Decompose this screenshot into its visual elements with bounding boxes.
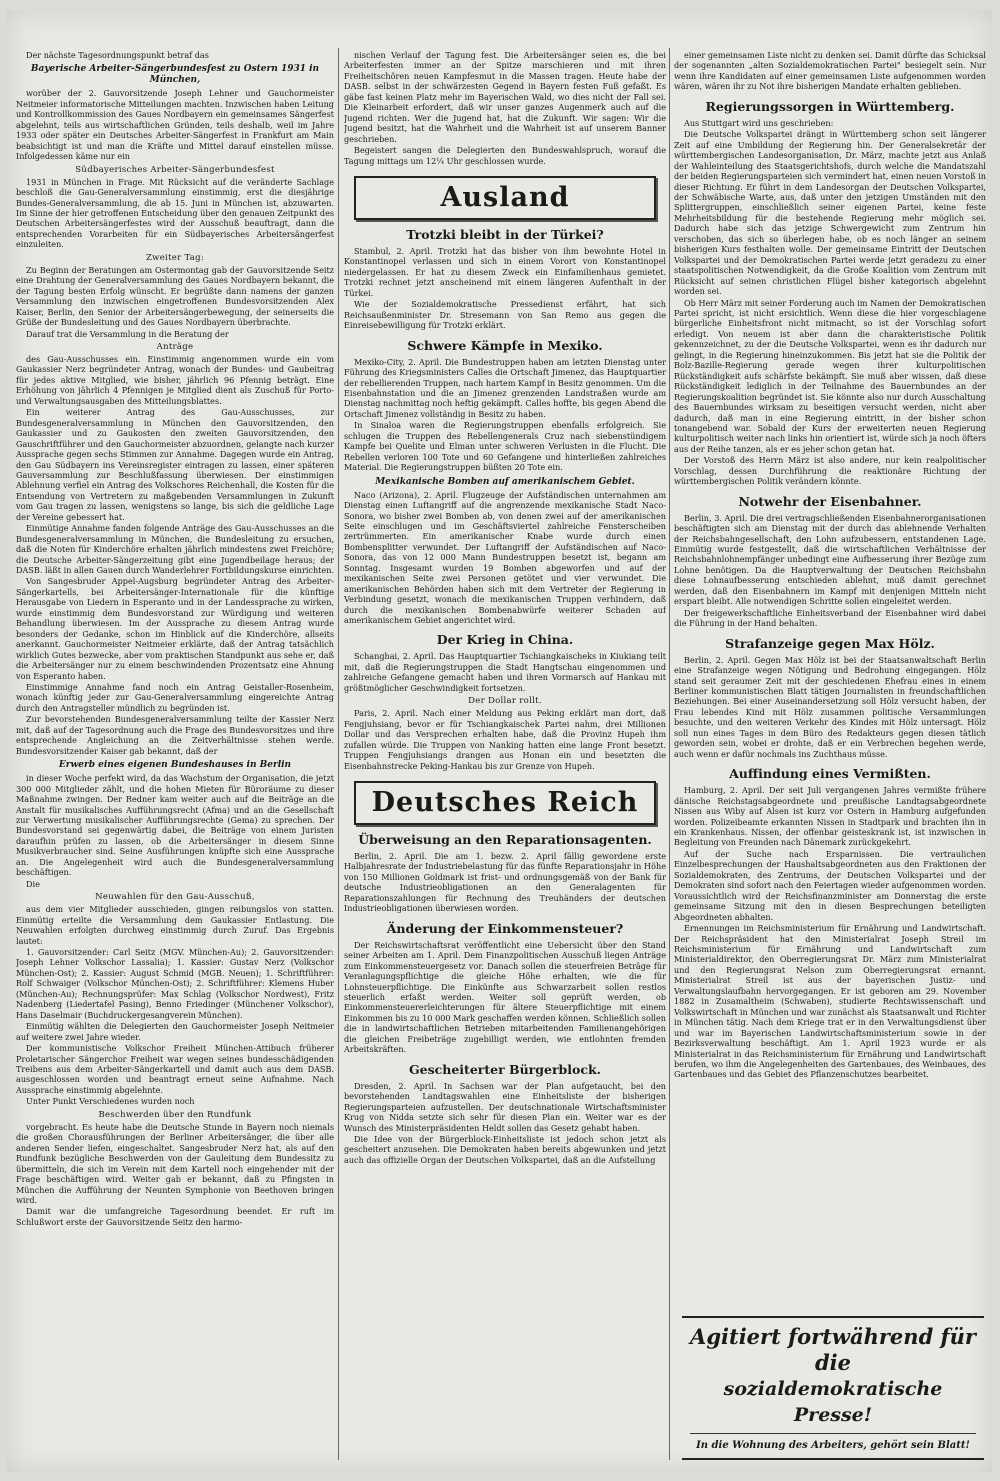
- article-headline: Überweisung an den Reparationsagenten.: [358, 832, 652, 848]
- paragraph: Die Deutsche Volkspartei drängt in Württemberg schon seit längerer Zeit auf eine Umbildung der Regierung hin. Der Generalsekretär der württembergischen Landesorganisation, Dr. März, machte jetzt aus Anlaß der Wahleinteilung des Staatsgerichtshofs, durch welche die Mandatszahl der beiden Regierungsparteien sich vermindert hat, einen neuen Vorstoß in dieser Richtung. Er führt in dem Landesorgan der Deutschen Volkspartei, der Schwäbische Warte, aus, daß unter den jetzigen Umständen mit den Splittergruppen, einschließlich seiner eigenen Partei, keine feste Mehrheitsbildung für die bestehende Regierung mehr möglich sei. Dadurch habe sich das jetzige Schwergewicht zum Zentrum hin verschoben, das sich so überlegen habe, ob es noch länger an seinem bisherigen Kurs festhalten wolle. Der gemeinsame Eintritt der Deutschen Volkspartei und der Demokratischen Partei werde jetzt geradezu zu einer staatspolitischen Notwendigkeit, da die Große Koalition vom Zentrum mit Rücksicht auf seinen christlichen Flügel bisher kategorisch abgelehnt worden sei.: [674, 129, 986, 297]
- paragraph: Zu Beginn der Beratungen am Ostermontag gab der Gauvorsitzende Seitz eine Drahtung der Generalversammlung des Gaues Nordbayern bekannt, die der Tagung besten Erfolg wünscht. Er begrüßte dann namens der ganzen Versammlung den inzwischen eingetroffenen Bundesvorsitzenden Alex Kaiser, Berlin, den Senior der Arbeitersängerbewegung, der seinerseits die Grüße der Bundesleitung und des Gaues Nordbayern überbrachte.: [16, 264, 334, 328]
- subheading: Der Dollar rollt.: [468, 696, 542, 707]
- paragraph: Mexiko-City, 2. April. Die Bundestruppen haben am letzten Dienstag unter Führung des Kriegsministers Calles die Ortschaft Jimenez, das Hauptquartier der rebellierenden Truppen, nach hartem Kampf in Besitz genommen. Um die Eisenbahnstation und die an Jimenez grenzenden Landstraßen wurde am Dienstag nachmittag noch heftig gekämpft. Calles hoffte, bis gegen Abend die Ortschaft Jimenez vollständig in Besitz zu haben.: [344, 356, 666, 419]
- ad-rule: [690, 1433, 976, 1434]
- paragraph: Ernennungen im Reichsministerium für Ernährung und Landwirtschaft. Der Reichspräsident hat den Ministerialrat Joseph Streil im Reichsministerium für Ernährung und Landwirtschaft zum Ministerialdirektor, den Oberregierungsrat Dr. März zum Ministerialrat und den Regierungsrat Nelson zum Oberregierungsrat ernannt. Ministerialrat Streil ist aus der bayerischen Justiz- und Verwaltungslaufbahn hervorgegangen. Er ist geboren am 29. November 1882 in Zusamaltheim (Schwaben), studierte Rechtswissenschaft und Volkswirtschaft in München und war zunächst als Staatsanwalt und Richter in München tätig. Nach dem Kriege trat er in den Verwaltungsdienst über und war im Bayerischen Landwirtschaftsministerium sowie in der Bezirksverwaltung beschäftigt. Am 1. April 1923 wurde er als Ministerialrat in das Reichsministerium für Ernährung und Landwirtschaft berufen, wo ihm die Angelegenheiten des Gartenbaues, des Weinbaues, des Gartenbaues und das Gebiet des Pflanzenschutzes bearbeitet.: [674, 923, 986, 1080]
- column-middle: [344, 50, 666, 1458]
- paragraph: Dresden, 2. April. In Sachsen war der Plan aufgetaucht, bei den bevorstehenden Landtagswahlen eine Einheitsliste der bisherigen Regierungsparteien aufzustellen. Der deutschnationale Wirtschaftsminister Krug von Nidda setzte sich sehr für diesen Plan ein. Weiter war es der Wunsch des Ministerpräsidenten Heldt sollen das Gesetz gehabt haben.: [344, 1080, 666, 1133]
- paragraph: Einstimmige Annahme fand noch ein Antrag Geistaller-Rosenheim, wonach künftig jeder zur Gau-Generalversammlung eingereichte Antrag durch den Antragsteller mündlich zu begründen ist.: [16, 682, 334, 713]
- topic-heading: Bayerische Arbeiter-Sängerbundesfest zu Ostern 1931 in München,: [30, 64, 320, 86]
- article-headline: Der Krieg in China.: [436, 632, 574, 648]
- paragraph: Der freigewerkschaftliche Einheitsverband der Eisenbahner wird dabei die Führung in der Hand behalten.: [674, 607, 986, 629]
- article-headline: Strafanzeige gegen Max Hölz.: [725, 635, 935, 651]
- paragraph: Damit war die umfangreiche Tagesordnung beendet. Er ruft im Schlußwort erste der Gauvorsitzende Seitz den harmo-: [16, 1206, 334, 1227]
- ad-rule-bottom: [682, 1458, 984, 1460]
- paragraph: Begeistert sangen die Delegierten den Bundeswahlspruch, worauf die Tagung mittags um 12¼ Uhr geschlossen wurde.: [344, 145, 666, 166]
- paragraph: nischen Verlauf der Tagung fest. Die Arbeitersänger seien es, die bei Arbeiterfesten immer an der Spitze marschieren und mit ihren Freiheitschören neuen Kampfesmut in die Massen tragen. Heute habe der DASB. selbst in der schwärzesten Gegend in Bayern festen Fuß gefaßt. Es gäbe fast keinen Platz mehr im Bayerischen Wald, wo dies nicht der Fall sei. Die Kleinarbeit erfordert, daß wir unser ganzes Augenmerk auch auf die Jugend richten. Wer die Jugend hat, hat die Zukunft. Wir sagen: Wir die Jugend besitzt, hat die Wahrheit und die Wahrheit ist auf unserem Banner geschrieben.: [344, 50, 666, 144]
- paragraph: aus dem vier Mitglieder ausschieden, gingen reibungslos von statten. Einmütig erteilte die Versammlung dem Gaukassier Entlastung. Die Neuwahlen erfolgten durchweg einstimmig durch Zuruf. Das Ergebnis lautet:: [16, 904, 334, 946]
- paragraph: Schanghai, 2. April. Das Hauptquartier Tschiangkaischeks in Kiukiang teilt mit, daß die Regierungstruppen die Stadt Hangtschau eingenommen und zahlreiche Gefangene gemacht haben und ihren Vormarsch auf Hankau mit größtmöglicher Geschwindigkeit fortsetzen.: [344, 651, 666, 693]
- article-headline: Trotzki bleibt in der Türkei?: [406, 226, 604, 242]
- paragraph: 1. Gauvorsitzender: Carl Seitz (MGV. München-Au); 2. Gauvorsitzender: Joseph Lehner Volkschor Lassalia); 1. Kassier: Gustav Nerz (Volkschor München-Ost); 2. Kassier: August Schmid (MGB. Neuen); 1. Schriftführer: Rolf Schwaiger (Volkschor München-Ost); 2. Schriftführer: Klemens Huber (München-Au); Rechnungsprüfer: Max Schlag (Volkschor Nordwest), Fritz Nadenberg (Liedertafel Pasing), Benno Friedinger (Münchener Volkschor), Hans Daselmair (Buchdruckergesangverein München).: [16, 946, 334, 1020]
- subheading: Anträge: [156, 341, 194, 352]
- section-title: Ausland: [440, 181, 570, 213]
- paragraph: Wie der Sozialdemokratische Pressedienst erfährt, hat sich Reichsaußenminister Dr. Stresemann von San Remo aus gegen die Einreisebewilligung für Trotzki erklärt.: [344, 299, 666, 331]
- paragraph: Von Sangesbruder Appel-Augsburg begründeter Antrag des Arbeiter-Sängerkartells, bei Arbeitersänger-Internationale für die künftige Herausgabe von Liedern in Esperanto und in der Landessprache zu wirken, wurde einstimmig dem Bundesvorstand zur Würdigung und weiteren Behandlung überwiesen. Im der Aussprache zu diesem Antrag wurde besonders der Gedanke, schon im Hinblick auf die Kinderchöre, allseits anerkannt. Gauchormeister Neitmeier erklärte, daß der Antrag tatsächlich wirklich Gutes bezwecke, aber vom praktischen Standpunkt aus sehe er, daß die Arbeitersänger nur zu einem beschwindenden Prozentsatz eine Ahnung von Esperanto haben.: [16, 576, 334, 681]
- paragraph: Unter Punkt Verschiedenes wurden noch: [26, 1096, 195, 1107]
- paragraph: Hamburg, 2. April. Der seit Juli vergangenen Jahres vermißte frühere dänische Reichstagsabgeordnete und preußische Landtagsabgeordnete Nissen aus Wiby auf Alsen ist kurz vor Ostern in Hamburg aufgefunden worden. Polizeibeamte erkannten Nissen in Stadtpark und brachten ihn in ein Krankenhaus. Nissen, der offenbar geisteskrank ist, ist inzwischen in Begleitung von Freunden nach Dänemark zurückgekehrt.: [674, 785, 986, 848]
- subheading: Beschwerden über den Rundfunk: [98, 1109, 252, 1120]
- section-title: Deutsches Reich: [371, 786, 639, 818]
- paragraph: Zur bevorstehenden Bundesgeneralversammlung teilte der Kassier Nerz mit, daß auf der Tagesordnung auch die Frage des Bundesvorsitzes und ihre entsprechende Angleichung an die Zeitverhältnisse stehen werde. Bundesvorsitzender Kaiser gab bekannt, daß der: [16, 714, 334, 756]
- article-headline: Regierungssorgen in Württemberg.: [705, 98, 955, 114]
- ad-rule-top: [682, 1316, 984, 1318]
- article-headline: Änderung der Einkommensteuer?: [386, 920, 624, 936]
- column-right: [674, 50, 986, 1302]
- paragraph: Der Vorstoß des Herrn März ist also andere, nur kein realpolitischer Vorschlag, dessen Durchführung die reaktionäre Richtung der württembergischen Politik verändern könnte.: [674, 455, 986, 487]
- paragraph: einer gemeinsamen Liste nicht zu denken sei. Damit dürfte das Schicksal der sogenannten „alten Sozialdemokratischen Partei" besiegelt sein. Nur wenn ihre Kandidaten auf einer gemeinsamen Liste aufgenommen worden wären, wären ihr zu Not ihre bisherigen Mandate erhalten geblieben.: [674, 50, 986, 92]
- column-left: [16, 50, 334, 1458]
- advertisement: [682, 1310, 984, 1451]
- paragraph: Der Reichswirtschaftsrat veröffentlicht eine Uebersicht über den Stand seiner Arbeiten am 1. April. Dem Finanzpolitischen Ausschuß liegen Anträge zum Einkommensteuergesetz vor. Danach sollen die steuerfreien Beträge für Veranlagungspflichtige die gleiche Höhe erhalten, wie die für Lohnsteuerpflichtige. Die Einkünfte aus Schwarzarbeit sollen restlos steuerlich erfaßt werden. Weiter soll geprüft werden, ob Einkommensteuererleichterungen für ältere Steuerpflichtige mit einem Einkommen bis zu 10 000 Mark geschaffen werden können. Schließlich sollen die in landwirtschaftlichen Betrieben mitarbeitenden Familienangehörigen die gleichen Freibeträge zugebilligt werden, wie entlohnten fremden Arbeitskräften.: [344, 939, 666, 1055]
- paragraph: Einmütige Annahme fanden folgende Anträge des Gau-Ausschusses an die Bundesgeneralversammlung in München, die Bundesleitung zu ersuchen, daß die Noten für Kinderchöre erhalten jährlich mindestens zwei Freichöre; die Deutsche Arbeiter-Sängerzeitung gibt eine Jugendbeilage heraus; der DASB. läßt in allen Gauen durch Wanderlehrer Fortbildungskurse einrichten.: [16, 523, 334, 576]
- paragraph: des Gau-Ausschusses ein. Einstimmig angenommen wurde ein vom Gaukassier Nerz begründeter Antrag, wonach der Bundes- und Gaubeitrag für jedes aktive Mitglied, wie bisher, jährlich 96 Pfennig beträgt. Eine Erhöhung von jährlich 4 Pfennigen je Mitglied dient als Zuschuß für Porto- und Verwaltungsausgaben des Mitteilungsblattes.: [16, 353, 334, 406]
- paragraph: Ein weiterer Antrag des Gau-Ausschusses, zur Bundesgeneralversammlung in München den Gauvorsitzenden, den Gaukassier und zu Gaukosten den zweiten Gauvorsitzenden, den Gauschriftführer und den Gauchormeister abzuordnen, gelangte nach kurzer Aussprache gegen sechs Stimmen zur Annahme. Dagegen wurde ein Antrag, den Gau Südbayern ins Vereinsregister eintragen zu lassen, einer späteren Gauversammlung zur Beschlußfassung überwiesen. Der einstimmigen Ablehnung verfiel ein Antrag des Volkschores Reichenhall, die Kosten für die Entsendung von Vertretern zu maßgebenden Versammlungen in Zukunft vom Gau tragen zu lassen, wenigstens so lange, bis sich die geldliche Lage der Vereine gebessert hat.: [16, 407, 334, 522]
- paragraph: worüber der 2. Gauvorsitzende Joseph Lehner und Gauchormeister Neitmeier informatorische Mitteilungen machten. Inzwischen haben Leitung und Kontrollkommission des Gaues Nordbayern ein gemeinsames Sängerfest abgelehnt, teils aus wirtschaftlichen Gründen, teils deshalb, weil im Jahre 1933 oder später ein Deutsches Arbeiter-Sängerfest in Frankfurt am Main beabsichtigt ist und man die Kräfte und Mittel darauf einstellen müsse. Infolgedessen käme nur ein: [16, 88, 334, 162]
- paragraph: 1931 in München in Frage. Mit Rücksicht auf die veränderte Sachlage beschloß die Gau-Generalversammlung einstimmig, erst die diesjährige Bundes-Generalversammlung, die ab 15. Juni in München ist, abzuwarten. Im Sinne der hier getroffenen Entscheidung über den genauen Zeitpunkt des Deutschen Arbeitersängerfestes wird der Ausschuß beauftragt, dann die entsprechenden Vorarbeiten für ein Südbayerisches Arbeitersängerfest einzuleiten.: [16, 176, 334, 250]
- article-headline: Gescheiterter Bürgerblock.: [408, 1061, 601, 1077]
- newspaper-page: [6, 10, 992, 1472]
- paragraph: Die Idee von der Bürgerblock-Einheitsliste ist jedoch schon jetzt als gescheitert anzusehen. Die Demokraten haben bereits abgewunken und jetzt auch das offizielle Organ der Deutschen Volkspartei, daß an die Aufstellung: [344, 1133, 666, 1165]
- paragraph: Einmütig wählten die Delegierten den Gauchormeister Joseph Neitmeier auf weitere zwei Jahre wieder.: [16, 1021, 334, 1042]
- subheading: Erwerb eines eigenen Bundeshauses in Berlin: [58, 760, 292, 771]
- section-header-deutsches-reich: [354, 781, 656, 825]
- paragraph: Berlin, 3. April. Die drei vertragschließenden Eisenbahnerorganisationen beschäftigten sich am Dienstag mit der durch das ablehnende Verhalten der Reichsbahngesellschaft, den Lohn aufzubessern, entstandenen Lage. Einmütig wurde festgestellt, daß die wirtschaftlichen Verhältnisse der Reichsbahnlohnempfänger unbedingt eine Aufbesserung ihrer Bezüge zum Lohne benötigen. Da die Hauptverwaltung der Deutschen Reichsbahn diese Lohnaufbesserung entschieden ablehnt, muß damit gerechnet werden, daß den Eisenbahnern im Kampf mit denjenigen Mitteln nicht erspart bleibt. Alle notwendigen Schritte sollen eingeleitet werden.: [674, 512, 986, 607]
- ad-headline: Agitiert fortwährend für die: [690, 1324, 976, 1375]
- subheading: Südbayerisches Arbeiter-Sängerbundesfest: [75, 164, 275, 175]
- column-rule: [338, 48, 339, 1460]
- paragraph: Der kommunistische Volkschor Freiheit München-Attibuch früherer Proletarischer Sängerchor Freiheit war wegen seines bundesschädigenden Treibens aus dem Arbeiter-Sängerkartell und damit auch aus dem DASB. ausgeschlossen worden und beantragt erneut seine Aufnahme. Nach Aussprache einstimmig abgelehnte.: [16, 1043, 334, 1095]
- paragraph: Die: [26, 878, 40, 889]
- paragraph: Aus Stuttgart wird uns geschrieben:: [684, 117, 834, 128]
- paragraph: Berlin, 2. April. Die am 1. bezw. 2. April fällig gewordene erste Halbjahresrate der Industriebelastung für das fünfte Reparationsjahr in Höhe von 150 Millionen Goldmark ist frist- und ordnungsgemäß von der Bank für deutsche Industrieobligationen an den Generalagenten für Reparationszahlungen für Rechnung des Treuhänders der deutschen Industrieobligationen überwiesen worden.: [344, 851, 666, 914]
- paragraph: vorgebracht. Es heute habe die Deutsche Stunde in Bayern noch niemals die großen Chorausführungen der Berliner Arbeitersänger, die über alle anderen Sender liefen, eingeschaltet. Sangesbruder Nerz hat, als auf den Rundfunk bezügliche Beschwerden von der Gauleitung dem Bundessitz zu übermitteln, die sich im Verein mit dem Kartell noch eingehender mit der Frage beschäftigen wird. Weiter gab er bekannt, daß zu Pfingsten in München die Aufführung der Neunten Symphonie von Beethoven bringen wird.: [16, 1121, 334, 1205]
- intro-text: Der nächste Tagesordnungspunkt betraf das: [26, 50, 209, 60]
- section-header-ausland: [354, 176, 656, 220]
- ad-tagline: In die Wohnung des Arbeiters, gehört sein Blatt!: [696, 1440, 970, 1451]
- paragraph: Auf der Suche nach Ersparnissen. Die vertraulichen Einzelbesprechungen der Haushaltsabgeordneten aus den Fraktionen der Sozialdemokraten, des Zentrums, der Deutschen Volkspartei und der Demokraten sind sofort nach den Feiertagen wieder aufgenommen worden. Voraussichtlich wird der Reichsfinanzminister am Donnerstag die erste gemeinsame Sitzung mit den in diesen Besprechungen beteiligten Abgeordneten abhalten.: [674, 848, 986, 922]
- paragraph: Paris, 2. April. Nach einer Meldung aus Peking erklärt man dort, daß Fengjuhsiang, bevor er für Tschiangkaischek Partei nahm, drei Millionen Dollar und das Versprechen erhalten habe, daß die Provinz Hupeh ihm zufallen würde. Die Truppen von Nanking hatten eine lange Front besetzt. Truppen Fengjuhsiangs drangen aus Honan ein und besetzten die Eisenbahnstrecke Peking-Hankau bis zur Grenze von Hupeh.: [344, 708, 666, 771]
- article-headline: Auffindung eines Vermißten.: [729, 766, 931, 782]
- paragraph: Berlin, 2. April. Gegen Max Hölz ist bei der Staatsanwaltschaft Berlin eine Strafanzeige wegen Nötigung und Bedrohung eingegangen. Hölz stand seit geraumer Zeit mit der geschiedenen Ehefrau eines in einem Berliner kommunistischen Blatt tätigen Journalisten in freundschaftlichen Beziehungen. Bei einer Auseinandersetzung soll Hölz versucht haben, der Frau lebendes Kind mit Hölz zusammen politische Versammlungen besuchte, und den weiteren Verkehr des Kindes mit Hölz untersagt. Hölz soll nun eines Tages in dem Büro des Redakteurs gegen diesen tätlich geworden sein, wobei er drohte, daß er ein Verbrechen begehen werde, auch wenn er dafür nochmals ins Zuchthaus müsse.: [674, 654, 986, 759]
- paragraph: Ob Herr März mit seiner Forderung auch im Namen der Demokratischen Partei spricht, ist nicht ersichtlich. Wenn diese die hier vorgeschlagene bürgerliche Einheitsfront nicht mitmacht, so ist der Vorschlag sofort erledigt. Von neuem ist aber dann die charakteristische Politik gekennzeichnet, zu der die Deutsche Volkspartei, wenn es ihr dadurch nur gelingt, in die Regierung hineinzukommen. Bis jetzt hat sie die Politik der Bolz-Bazille-Regierung gerade wegen ihrer kulturpolitischen Rückständigkeit aufs schärfste bekämpft. Sie muß aber wissen, daß diese Rückständigkeit lediglich in der Teilnahme des Bauernbundes an der Regierungskoalition begründet ist. Sie könnte also nur durch Ausschaltung des Bauernbundes wirksam zu beseitigen versucht werden, nicht aber dadurch, daß man in eine Regierung eintritt, in der bisher schon tonangebend war. Sobald der Kurs der erweiterten neuen Regierung kulturpolitisch weiter nach links hin orientiert ist, würde sich ja noch öfters aus der Reihe tanzen, als er es jeher schon getan hat.: [674, 297, 986, 454]
- paragraph: in dieser Woche perfekt wird, da das Wachstum der Organisation, die jetzt 300 000 Mitglieder zählt, und die hohen Mieten für Büroräume zu dieser Maßnahme zwingen. Der Redner kam weiter auch auf die Beiträge an die Anstalt für musikalisches Aufführungsrecht (Afma) und an die Gesellschaft zur Verwertung musikalischer Aufführungsrechte (Gema) zu sprechen. Der Bundesvorstand sei gegenwärtig dabei, die Beiträge von einem Juristen daraufhin prüfen zu lassen, ob die Arbeitersänger in diesem Sinne Musikverbraucher sind. Seine Ausführungen knüpfte sich eine Aussprache an. Die Angelegenheit wird auch die Bundesgeneralversammlung beschäftigen.: [16, 773, 334, 878]
- paragraph: Darauf trat die Versammlung in die Beratung der: [26, 328, 229, 339]
- column-rule: [669, 48, 670, 1460]
- subheading: Mexikanische Bomben auf amerikanischem Gebiet.: [375, 476, 635, 487]
- article-headline: Notwehr der Eisenbahner.: [738, 493, 922, 509]
- subheading: Zweiter Tag:: [145, 252, 205, 263]
- paragraph: In Sinaloa waren die Regierungstruppen ebenfalls erfolgreich. Sie schlugen die Truppen des Rebellengenerals Cruz nach siebenstündigem Kampfe bei Quelite und Elman unter schweren Verlusten in die Flucht. Die Rebellen verloren 100 Tote und 60 Gefangene und hinterließen zahlreiches Material. Die Regierungstruppen büßten 20 Tote ein.: [344, 420, 666, 473]
- paragraph: Naco (Arizona), 2. April. Flugzeuge der Aufständischen unternahmen am Dienstag einen Luftangriff auf die angrenzende mexikanische Stadt Naco-Sonora, wo bisher zwei Bomben ab, von denen zwei auf der amerikanischen Seite einschlugen und im Geschäftsviertel zahlreiche Fensterscheiben zertrümmerten. Ein amerikanischer Knabe wurde durch einen Bombensplitter verwundet. Der Luftangriff der Aufständischen auf Naco-Sonora, das von 12 000 Mann Bundestruppen besetzt ist, begann am Sonntag. Insgesamt wurden 19 Bomben abgeworfen und auf der mexikanischen Seite zwei Personen getötet und vier verwundet. Die amerikanischen Behörden haben sich mit dem Vertreter der Regierung in Verbindung gesetzt, wonach die mexikanischen Truppen verhindern, daß durch die mexikanischen Bombenabwürfe weiterer Schaden auf amerikanischem Gebiet angerichtet wird.: [344, 489, 666, 626]
- ad-headline-second: sozialdemokratische Presse!: [723, 1378, 943, 1426]
- article-headline: Schwere Kämpfe in Mexiko.: [407, 337, 603, 353]
- subheading: Neuwahlen für den Gau-Ausschuß,: [95, 892, 255, 903]
- paragraph: Stambul, 2. April. Trotzki hat das bisher von ihm bewohnte Hotel in Konstantinopel verlassen und sich in einem Vorort von Konstantinopel niedergelassen. Er hat zu diesem Zweck ein Einfamilienhaus gemietet. Trotzki rechnet jetzt anscheinend mit einem längeren Aufenthalt in der Türkei.: [344, 245, 666, 298]
